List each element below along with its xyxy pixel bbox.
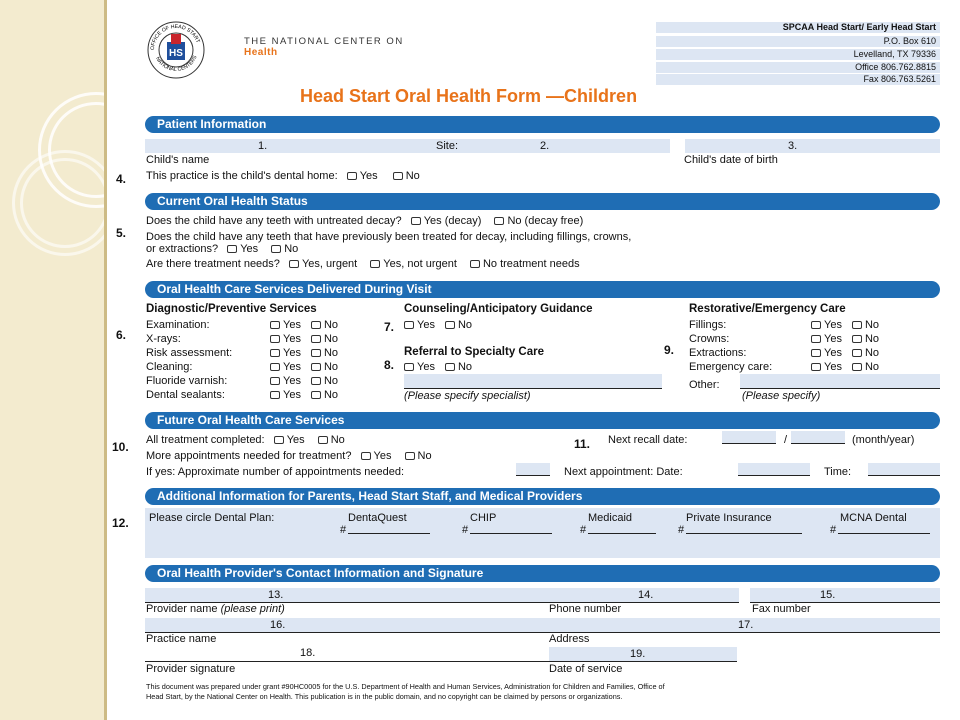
signature-label: Provider signature xyxy=(146,663,236,675)
fax-label: Fax number xyxy=(752,603,811,615)
plan-name: Private Insurance xyxy=(686,512,772,524)
rest-yn xyxy=(805,333,879,346)
checkbox[interactable] xyxy=(811,321,821,329)
field-number: 15. xyxy=(820,589,836,601)
checkbox[interactable] xyxy=(311,377,321,385)
checkbox[interactable] xyxy=(852,335,862,343)
checkbox[interactable] xyxy=(270,335,280,343)
not-urgent-label: Yes, not urgent xyxy=(383,258,457,270)
child-name-field[interactable] xyxy=(145,139,670,153)
next-appt-time-field[interactable] xyxy=(868,463,940,476)
no-label: No xyxy=(323,389,339,401)
provider-name-field[interactable] xyxy=(145,588,550,603)
diag-yn xyxy=(264,333,338,346)
footer-note: Head Start, by the National Center on Health. This publication is in the public domain, and no copyright can be claimed by persons or organizations. xyxy=(146,692,623,701)
checkbox[interactable] xyxy=(852,321,862,329)
field-number: 13. xyxy=(268,589,284,601)
plan-name: Medicaid xyxy=(588,512,633,524)
checkbox[interactable] xyxy=(311,391,321,399)
plan-hash: # xyxy=(340,524,347,536)
checkbox[interactable] xyxy=(311,349,321,357)
yes-label: Yes xyxy=(824,333,842,345)
checkbox[interactable] xyxy=(311,321,321,329)
footer-note: This document was prepared under grant #90HC0005 for the U.S. Department of Health and Human Services, Administration for Children and Families, Office of xyxy=(146,682,665,691)
appts-needed-label: If yes: Approximate number of appointments needed: xyxy=(146,466,405,478)
more-appts-row xyxy=(146,450,432,463)
yes-label: Yes xyxy=(824,347,842,359)
all-completed-row xyxy=(146,434,345,447)
other-label: Other: xyxy=(689,379,720,391)
decorative-ring xyxy=(20,158,107,248)
field-number: 9. xyxy=(664,343,675,357)
section-additional-heading: Additional Information for Parents, Head Start Staff, and Medical Providers xyxy=(145,488,940,505)
diag-yn xyxy=(264,347,338,360)
dob-label: Child's date of birth xyxy=(684,154,778,166)
checkbox[interactable] xyxy=(411,217,421,225)
diag-item-label: Risk assessment: xyxy=(146,347,233,359)
checkbox[interactable] xyxy=(227,245,237,253)
all-completed-question: All treatment completed: xyxy=(146,434,265,446)
rest-item xyxy=(689,347,746,360)
untreated-decay-row xyxy=(146,215,583,228)
no-label: No xyxy=(864,319,880,331)
field-number: 1. xyxy=(258,140,268,152)
referral-title: Referral to Specialty Care xyxy=(404,346,544,358)
svg-text:OFFICE OF HEAD START: OFFICE OF HEAD START xyxy=(149,23,201,51)
section-status-heading: Current Oral Health Status xyxy=(145,193,940,210)
checkbox[interactable] xyxy=(289,260,299,268)
org-name-line2: Health xyxy=(244,47,278,58)
checkbox[interactable] xyxy=(274,436,284,444)
contact-line: Fax 806.763.5261 xyxy=(656,74,940,85)
no-label: No xyxy=(864,361,880,373)
svg-text:HS: HS xyxy=(169,48,183,59)
next-appt-date-field[interactable] xyxy=(738,463,810,476)
treatment-needs-question: Are there treatment needs? xyxy=(146,258,280,270)
site-label: Site: xyxy=(436,140,459,152)
more-appts-question: More appointments needed for treatment? xyxy=(146,450,352,462)
plan-name: MCNA Dental xyxy=(840,512,907,524)
rest-item-label: Crowns: xyxy=(689,333,730,345)
field-number: 5. xyxy=(116,226,127,240)
rest-yn xyxy=(805,361,879,374)
yes-label: Yes xyxy=(283,319,301,331)
rest-item xyxy=(689,361,772,374)
no-treatment-label: No treatment needs xyxy=(482,258,580,270)
no-label: No xyxy=(457,319,473,331)
checkbox[interactable] xyxy=(311,335,321,343)
no-label: No xyxy=(323,333,339,345)
recall-year-field[interactable] xyxy=(791,431,845,444)
rest-item-label: Fillings: xyxy=(689,319,727,331)
referral-yn xyxy=(398,361,472,374)
field-number: 4. xyxy=(116,172,127,186)
field-number: 12. xyxy=(112,516,129,530)
treated-decay-row xyxy=(146,243,298,256)
diag-item xyxy=(146,361,192,374)
checkbox[interactable] xyxy=(270,377,280,385)
next-recall-label: Next recall date: xyxy=(608,434,688,446)
svg-text:NATIONAL CENTERS: NATIONAL CENTERS xyxy=(154,54,199,73)
no-label: No xyxy=(330,434,345,446)
head-start-seal-icon xyxy=(146,20,206,80)
contact-line: SPCAA Head Start/ Early Head Start xyxy=(656,22,940,33)
rest-item xyxy=(689,333,729,346)
section-patient-heading: Patient Information xyxy=(145,116,940,133)
field-number: 7. xyxy=(384,320,395,334)
contact-line: Office 806.762.8815 xyxy=(656,62,940,73)
yes-label: Yes xyxy=(417,319,435,331)
plan-hash: # xyxy=(462,524,469,536)
please-specify-note: (Please specify) xyxy=(742,390,821,402)
no-label: No xyxy=(323,319,339,331)
yes-label: Yes xyxy=(283,389,301,401)
other-field[interactable] xyxy=(740,374,940,389)
rest-yn xyxy=(805,347,879,360)
counseling-title: Counseling/Anticipatory Guidance xyxy=(404,303,593,315)
contact-line: P.O. Box 610 xyxy=(656,36,940,47)
section-future-heading: Future Oral Health Care Services xyxy=(145,412,940,429)
yes-label: Yes xyxy=(824,361,842,373)
field-number: 8. xyxy=(384,358,395,372)
diag-yn xyxy=(264,361,338,374)
specialist-note: (Please specify specialist) xyxy=(404,390,531,402)
checkbox[interactable] xyxy=(404,363,414,371)
contact-line: Levelland, TX 79336 xyxy=(656,49,940,60)
diag-item-label: X-rays: xyxy=(146,333,181,345)
checkbox[interactable] xyxy=(445,363,455,371)
diag-yn xyxy=(264,319,338,332)
diag-item-label: Dental sealants: xyxy=(146,389,225,401)
fax-field[interactable] xyxy=(750,588,940,603)
checkbox[interactable] xyxy=(404,321,414,329)
next-appt-label: Next appointment: Date: xyxy=(564,466,683,478)
dental-home-question: This practice is the child's dental home: xyxy=(146,170,338,182)
org-name-line1: THE NATIONAL CENTER ON xyxy=(244,36,404,47)
field-number: 16. xyxy=(270,619,286,631)
yes-decay-label: Yes (decay) xyxy=(423,215,482,227)
checkbox[interactable] xyxy=(271,245,281,253)
diagnostic-title: Diagnostic/Preventive Services xyxy=(146,303,317,315)
checkbox[interactable] xyxy=(370,260,380,268)
no-label: No xyxy=(864,347,880,359)
field-number: 14. xyxy=(638,589,654,601)
org-name xyxy=(244,36,404,58)
plan-number-line xyxy=(470,533,552,534)
field-number: 3. xyxy=(788,140,798,152)
checkbox[interactable] xyxy=(852,349,862,357)
slash-separator: / xyxy=(784,434,788,446)
checkbox[interactable] xyxy=(811,335,821,343)
checkbox[interactable] xyxy=(811,363,821,371)
no-label: No xyxy=(457,361,473,373)
section-provider-heading: Oral Health Provider's Contact Information and Signature xyxy=(145,565,940,582)
field-number: 11. xyxy=(574,437,591,451)
no-label: No xyxy=(323,347,339,359)
practice-name-field[interactable] xyxy=(145,618,550,633)
plan-number-line xyxy=(588,533,656,534)
diag-item xyxy=(146,347,232,360)
field-number: 10. xyxy=(112,440,129,454)
checkbox[interactable] xyxy=(405,452,415,460)
checkbox[interactable] xyxy=(852,363,862,371)
signature-line[interactable] xyxy=(145,661,550,662)
practice-name-label: Practice name xyxy=(146,633,217,645)
yes-label: Yes xyxy=(359,170,378,182)
rest-item-label: Emergency care: xyxy=(689,361,773,373)
checkbox[interactable] xyxy=(470,260,480,268)
field-number: 2. xyxy=(540,140,550,152)
checkbox[interactable] xyxy=(361,452,371,460)
yes-label: Yes xyxy=(417,361,435,373)
field-number: 19. xyxy=(630,648,646,660)
field-number: 17. xyxy=(738,619,754,631)
no-label: No xyxy=(284,243,299,255)
no-label: No xyxy=(405,170,420,182)
counseling-yn xyxy=(398,319,472,332)
checkbox[interactable] xyxy=(494,217,504,225)
checkbox[interactable] xyxy=(311,363,321,371)
yes-label: Yes xyxy=(824,319,842,331)
dob-field[interactable] xyxy=(685,139,940,153)
time-label: Time: xyxy=(824,466,852,478)
plan-hash: # xyxy=(830,524,837,536)
no-decay-label: No (decay free) xyxy=(507,215,584,227)
provider-name-text: Provider name xyxy=(146,603,218,615)
yes-label: Yes xyxy=(373,450,392,462)
phone-label: Phone number xyxy=(549,603,622,615)
diag-item xyxy=(146,375,227,388)
plan-number-line xyxy=(838,533,930,534)
circle-plan-label: Please circle Dental Plan: xyxy=(149,512,275,524)
treatment-needs-row xyxy=(146,258,580,271)
yes-label: Yes xyxy=(283,347,301,359)
plan-number-line xyxy=(348,533,430,534)
diag-item xyxy=(146,319,210,332)
field-number: 18. xyxy=(300,647,316,659)
provider-name-label xyxy=(146,603,285,616)
checkbox[interactable] xyxy=(270,349,280,357)
diag-item-label: Cleaning: xyxy=(146,361,193,373)
child-name-label: Child's name xyxy=(146,154,210,166)
month-year-note: (month/year) xyxy=(852,434,915,446)
rest-item xyxy=(689,319,726,332)
restorative-title: Restorative/Emergency Care xyxy=(689,303,846,315)
plan-number-line xyxy=(686,533,802,534)
yes-label: Yes xyxy=(286,434,305,446)
dental-home-row xyxy=(146,170,420,183)
no-label: No xyxy=(323,361,339,373)
decorative-sidebar xyxy=(0,0,107,720)
appts-needed-field[interactable] xyxy=(516,463,550,476)
untreated-decay-question: Does the child have any teeth with untreated decay? xyxy=(146,215,402,227)
diag-item xyxy=(146,389,225,402)
checkbox[interactable] xyxy=(811,349,821,357)
diag-item-label: Fluoride varnish: xyxy=(146,375,228,387)
address-label: Address xyxy=(549,633,590,645)
diag-item-label: Examination: xyxy=(146,319,210,331)
treated-decay-question: Does the child have any teeth that have previously been treated for decay, including fillings, crowns, xyxy=(146,231,632,243)
yes-label: Yes xyxy=(283,375,301,387)
urgent-label: Yes, urgent xyxy=(301,258,358,270)
rest-yn xyxy=(805,319,879,332)
checkbox[interactable] xyxy=(270,321,280,329)
checkbox[interactable] xyxy=(318,436,328,444)
plan-name: DentaQuest xyxy=(348,512,407,524)
plan-hash: # xyxy=(580,524,587,536)
diag-yn xyxy=(264,375,338,388)
recall-month-field[interactable] xyxy=(722,431,776,444)
yes-label: Yes xyxy=(283,333,301,345)
specialist-field[interactable] xyxy=(404,374,662,389)
rest-item-label: Extractions: xyxy=(689,347,747,359)
no-label: No xyxy=(864,333,880,345)
field-number: 6. xyxy=(116,328,127,342)
no-label: No xyxy=(323,375,339,387)
diag-yn xyxy=(264,389,338,402)
no-label: No xyxy=(417,450,432,462)
plan-hash: # xyxy=(678,524,685,536)
yes-label: Yes xyxy=(283,361,301,373)
treated-decay-question-cont: or extractions? xyxy=(146,243,219,255)
date-of-service-label: Date of service xyxy=(549,663,623,675)
diag-item xyxy=(146,333,181,346)
please-print-note: (please print) xyxy=(220,603,285,615)
yes-label: Yes xyxy=(240,243,259,255)
oral-health-form xyxy=(108,0,960,720)
checkbox[interactable] xyxy=(445,321,455,329)
page-title: Head Start Oral Health Form —Children xyxy=(300,86,638,106)
checkbox[interactable] xyxy=(347,172,357,180)
plan-name: CHIP xyxy=(470,512,497,524)
section-services-heading: Oral Health Care Services Delivered During Visit xyxy=(145,281,940,298)
checkbox[interactable] xyxy=(270,363,280,371)
checkbox[interactable] xyxy=(270,391,280,399)
checkbox[interactable] xyxy=(393,172,403,180)
